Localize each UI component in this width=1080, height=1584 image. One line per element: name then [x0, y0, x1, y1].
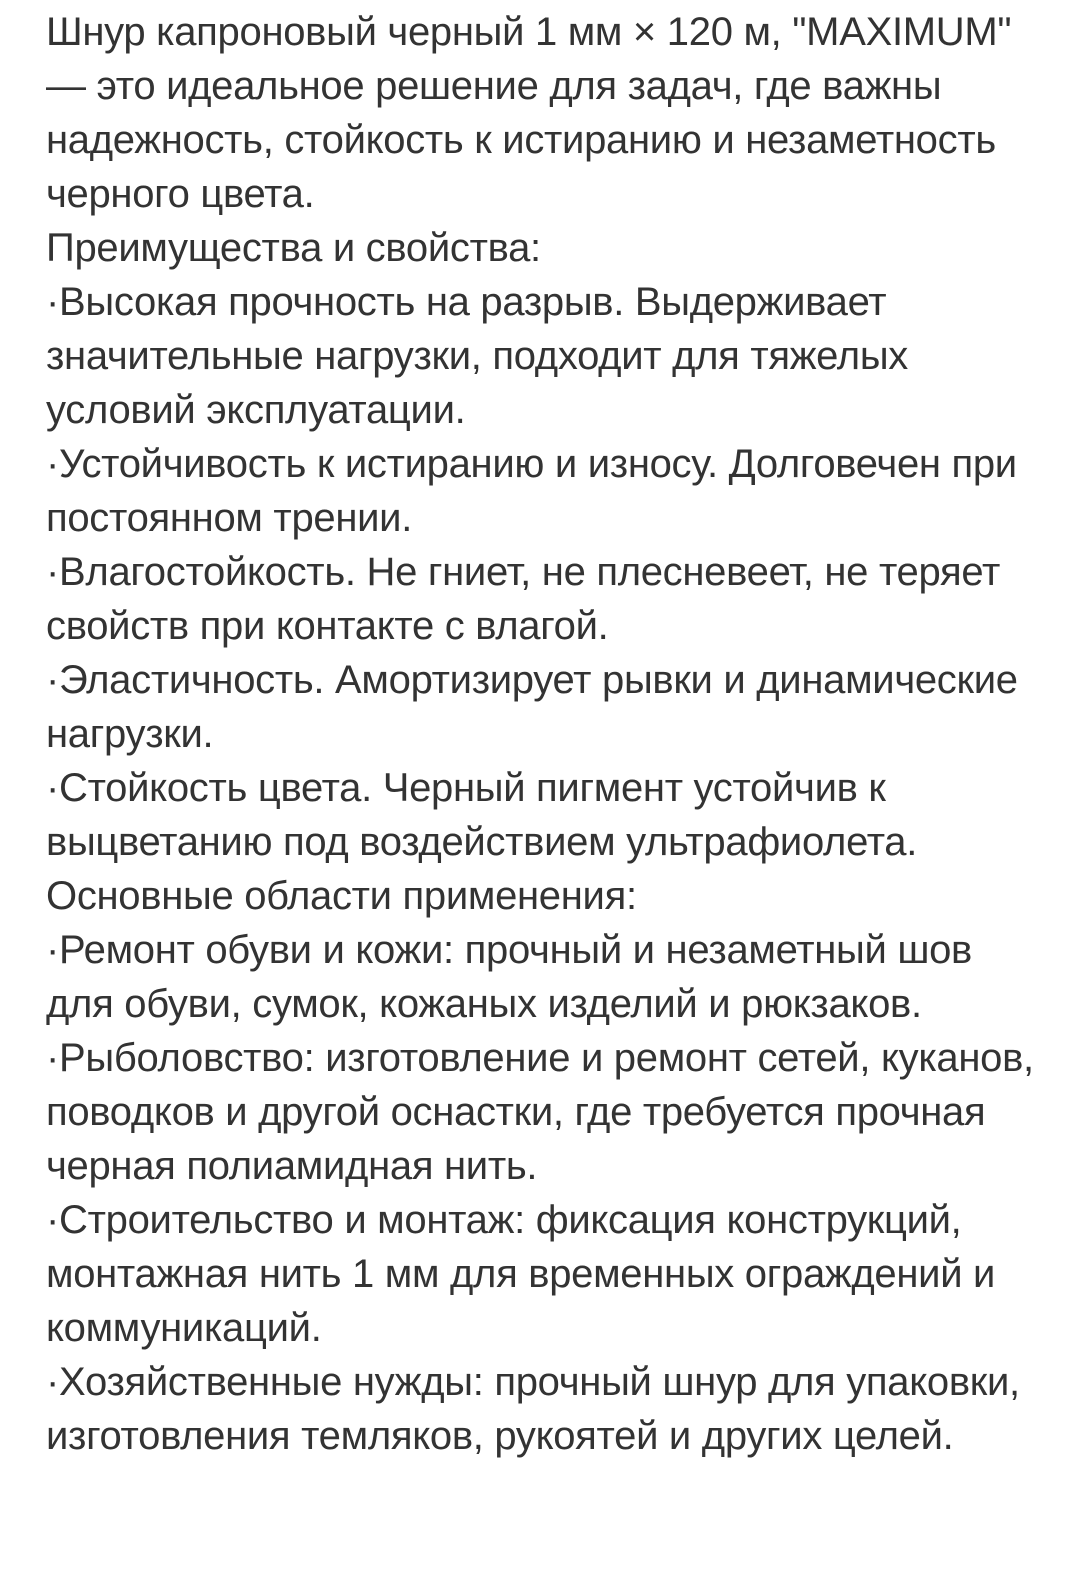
advantage-item: ·Устойчивость к истиранию и износу. Долговечен при постоянном трении.: [46, 442, 1017, 540]
description-intro: Шнур капроновый черный 1 мм × 120 м, "MAXIMUM" — это идеальное решение для задач, где важны надежность, стойкость к истиранию и незаметность черного цвета.: [46, 10, 1012, 216]
advantage-item: ·Эластичность. Амортизирует рывки и динамические нагрузки.: [46, 658, 1018, 756]
advantages-heading: Преимущества и свойства:: [46, 226, 541, 270]
advantage-item: ·Влагостойкость. Не гниет, не плесневеет, не теряет свойств при контакте с влагой.: [46, 550, 1000, 648]
application-item: ·Ремонт обуви и кожи: прочный и незаметный шов для обуви, сумок, кожаных изделий и рюкзаков.: [46, 928, 973, 1026]
advantage-item: ·Высокая прочность на разрыв. Выдерживает значительные нагрузки, подходит для тяжелых условий эксплуатации.: [46, 280, 908, 432]
advantage-item: ·Стойкость цвета. Черный пигмент устойчив к выцветанию под воздействием ультрафиолета.: [46, 766, 918, 864]
application-item: ·Хозяйственные нужды: прочный шнур для упаковки, изготовления темляков, рукоятей и других целей.: [46, 1360, 1020, 1458]
applications-heading: Основные области применения:: [46, 874, 637, 918]
application-item: ·Рыболовство: изготовление и ремонт сетей, куканов, поводков и другой оснастки, где требуется прочная черная полиамидная нить.: [46, 1036, 1034, 1188]
application-item: ·Строительство и монтаж: фиксация конструкций, монтажная нить 1 мм для временных ограждений и коммуникаций.: [46, 1198, 996, 1350]
